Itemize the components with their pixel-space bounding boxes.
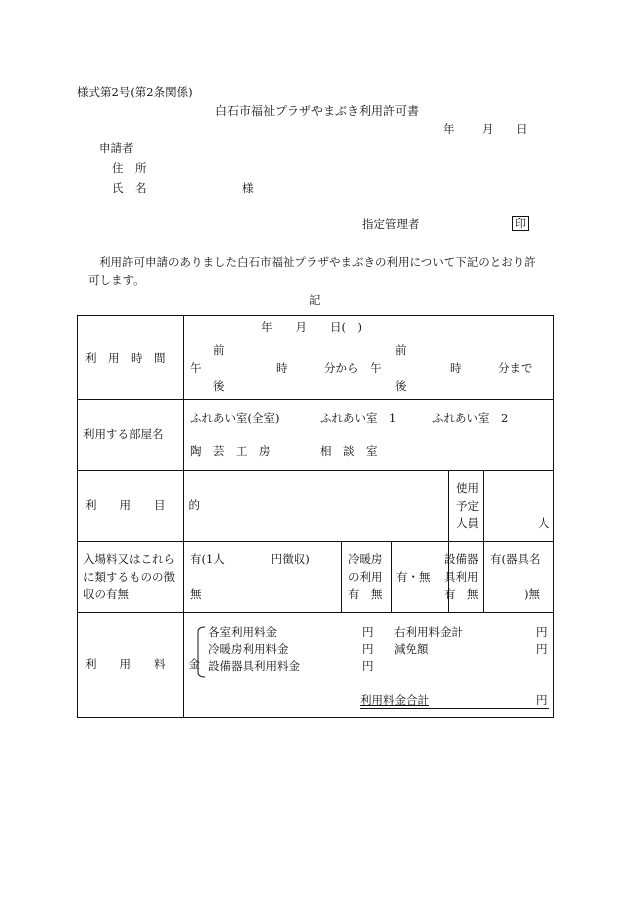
yen-5: 円 — [536, 642, 548, 656]
room-consultation: 相 談 室 — [320, 444, 378, 458]
name-label: 氏 名 — [112, 181, 147, 195]
usage-date: 年 月 日( ) — [261, 320, 362, 334]
yen-6: 円 — [536, 693, 548, 707]
discount-amount: 減免額 — [394, 642, 429, 656]
seal-mark: 印 — [512, 216, 529, 231]
row-divider — [78, 470, 553, 471]
bracket-icon — [196, 626, 206, 678]
ki-label: 記 — [309, 293, 321, 307]
heating-value: 有・無 — [396, 570, 431, 584]
fee-item-heating: 冷暖房利用料金 — [208, 642, 289, 656]
planned-label-1: 使用 — [456, 481, 479, 495]
planned-label-2: 予定 — [456, 499, 479, 513]
room-pottery: 陶 芸 工 房 — [190, 444, 271, 458]
room-fureai-2: ふれあい室 2 — [432, 411, 509, 425]
right-fee-total: 右利用料金計 — [394, 625, 463, 639]
fee-item-equipment: 設備器具利用料金 — [208, 659, 300, 673]
equipment-label-1: 設備器 — [444, 552, 479, 566]
form-number: 様式第2号(第2条関係) — [77, 85, 193, 99]
grand-total-underline — [360, 708, 549, 709]
until-label: 分まで — [498, 361, 533, 375]
yen-1: 円 — [362, 625, 374, 639]
row-divider — [78, 399, 553, 400]
person-unit: 人 — [538, 516, 550, 530]
honorific: 様 — [242, 181, 254, 195]
grand-total-label: 利用料金合計 — [360, 693, 429, 707]
room-fureai-1: ふれあい室 1 — [320, 411, 397, 425]
row-label-purpose: 利 用 目 的 — [85, 498, 200, 512]
manager-label: 指定管理者 — [362, 217, 420, 231]
address-label: 住 所 — [112, 161, 147, 175]
yen-4: 円 — [536, 625, 548, 639]
entry-fee-yes: 有(1人 円徴収) — [190, 552, 310, 566]
noon-left: 午 — [190, 361, 202, 375]
date-year: 年 — [443, 122, 455, 136]
equipment-label-2: 具利用 — [444, 570, 479, 584]
pm-left: 後 — [213, 379, 225, 393]
equipment-none: )無 — [524, 587, 540, 601]
fee-item-room: 各室利用料金 — [208, 625, 277, 639]
permit-table — [77, 315, 554, 718]
yen-2: 円 — [362, 642, 374, 656]
heating-label-1: 冷暖房 — [348, 552, 383, 566]
hour-left: 時 — [276, 361, 288, 375]
row-label-entry-fee-3: 収の有無 — [83, 587, 129, 601]
yen-3: 円 — [362, 659, 374, 673]
heating-label-3: 有 無 — [348, 587, 383, 601]
row-label-fee: 利 用 料 金 — [85, 657, 200, 671]
am-right: 前 — [395, 343, 407, 357]
statement-line-2: 可します。 — [88, 273, 145, 287]
row-label-entry-fee-2: に類するものの徴 — [83, 570, 175, 584]
equipment-name: 有(器具名 — [490, 552, 541, 566]
document-title: 白石市福祉プラザやまぶき利用許可書 — [215, 104, 420, 118]
row-divider — [78, 541, 553, 542]
applicant-label: 申請者 — [99, 141, 134, 155]
am-left: 前 — [213, 343, 225, 357]
col-divider — [341, 541, 342, 612]
entry-fee-no: 無 — [190, 587, 202, 601]
hour-right: 時 — [450, 361, 462, 375]
equipment-label-3: 有 無 — [444, 587, 479, 601]
from-label: 分から — [324, 361, 359, 375]
row-divider — [78, 612, 553, 613]
col-divider — [483, 470, 484, 612]
date-day: 日 — [516, 122, 528, 136]
row-label-usage-time: 利 用 時 間 — [85, 351, 166, 365]
col-divider — [391, 541, 392, 612]
planned-label-3: 人員 — [456, 516, 479, 530]
heating-label-2: の利用 — [348, 570, 383, 584]
row-label-entry-fee-1: 入場料又はこれら — [83, 552, 175, 566]
row-label-room: 利用する部屋名 — [83, 427, 164, 441]
pm-right: 後 — [395, 379, 407, 393]
statement-line-1: 利用許可申請のありました白石市福祉プラザやまぶきの利用について下記のとおり許 — [99, 255, 536, 269]
noon-right: 午 — [370, 361, 382, 375]
room-fureai-all: ふれあい室(全室) — [190, 411, 280, 425]
date-month: 月 — [482, 122, 494, 136]
